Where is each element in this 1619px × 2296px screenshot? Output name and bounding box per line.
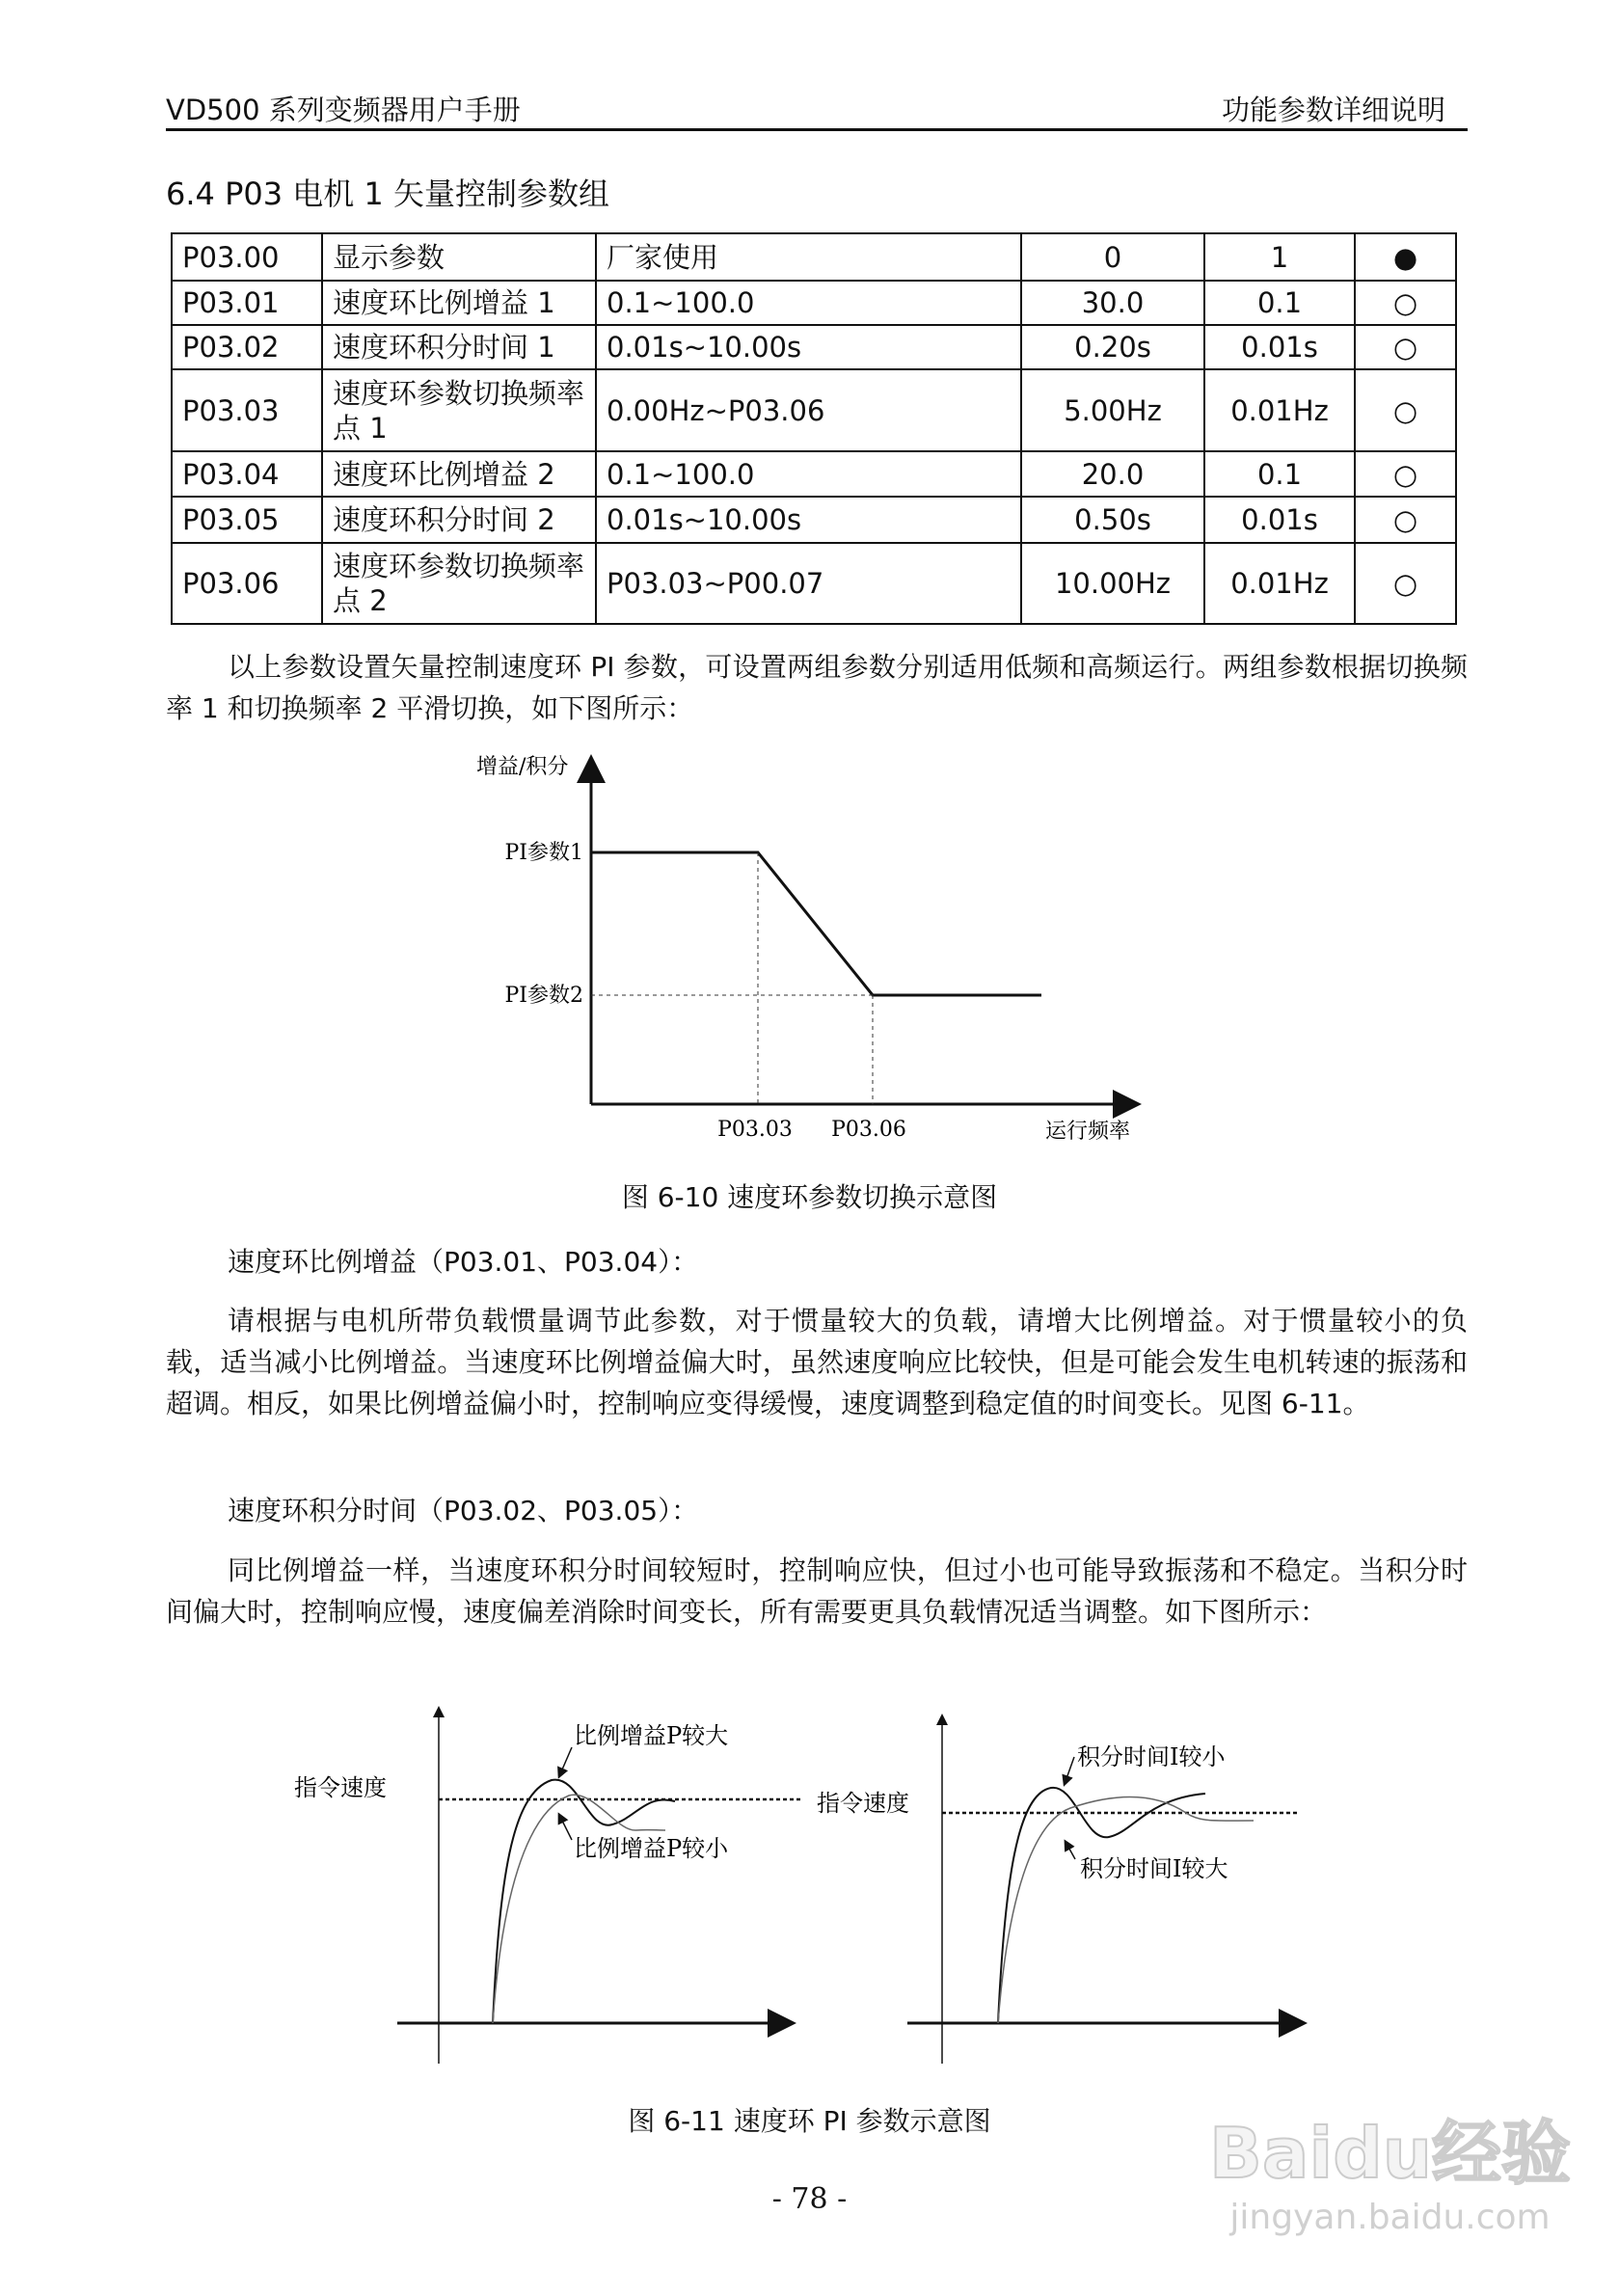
curve-i-large	[998, 1797, 1254, 2023]
cell-range: P03.03~P00.07	[596, 543, 1021, 624]
parameter-table	[171, 232, 1457, 625]
intro-paragraph: 以上参数设置矢量控制速度环 PI 参数，可设置两组参数分别适用低频和高频运行。两组参数根据切换频率 1 和切换频率 2 平滑切换，如下图所示：	[166, 651, 1468, 724]
table-row	[172, 497, 1456, 543]
cell-default: 30.0	[1021, 281, 1204, 325]
baidu-watermark	[1209, 2097, 1571, 2237]
p-large-label: 比例增益P较大	[574, 1722, 729, 1749]
pi2-label: PI参数2	[504, 984, 583, 1008]
cell-name: 速度环参数切换频率点 2	[322, 543, 596, 624]
header-left: VD500 系列变频器用户手册	[166, 94, 521, 126]
table-row	[172, 233, 1456, 281]
cell-range: 0.1~100.0	[596, 451, 1021, 497]
cell-default: 0	[1021, 233, 1204, 281]
cell-code: P03.03	[172, 369, 322, 451]
cell-attr: ○	[1355, 451, 1456, 497]
cell-unit: 0.1	[1204, 451, 1355, 497]
page-number: - 78 -	[771, 2182, 848, 2216]
pi1-label: PI参数1	[504, 841, 583, 865]
cell-unit: 1	[1204, 233, 1355, 281]
cell-unit: 0.1	[1204, 281, 1355, 325]
figure-6-11-caption: 图 6-11 速度环 PI 参数示意图	[628, 2105, 991, 2137]
cell-attr: ○	[1355, 497, 1456, 543]
x-axis-label: 运行频率	[1044, 1120, 1131, 1144]
cell-code: P03.01	[172, 281, 322, 325]
curve-i-small	[998, 1788, 1205, 2023]
cell-name: 速度环积分时间 1	[322, 325, 596, 369]
cell-code: P03.04	[172, 451, 322, 497]
kp-title: 速度环比例增益（P03.01、P03.04）：	[228, 1246, 699, 1278]
cell-unit: 0.01Hz	[1204, 369, 1355, 451]
cell-unit: 0.01Hz	[1204, 543, 1355, 624]
x-tick-p0306: P03.06	[831, 1118, 906, 1142]
figure-6-10-caption: 图 6-10 速度环参数切换示意图	[621, 1181, 998, 1213]
pi-curve	[591, 852, 1041, 995]
table-row	[172, 281, 1456, 325]
cell-attr: ○	[1355, 325, 1456, 369]
cell-range: 0.1~100.0	[596, 281, 1021, 325]
cell-code: P03.06	[172, 543, 322, 624]
curve-p-large	[493, 1780, 675, 2023]
cell-range: 厂家使用	[596, 233, 1021, 281]
header-right: 功能参数详细说明	[1221, 94, 1445, 126]
y-axis-label: 增益/积分	[476, 755, 569, 779]
cell-unit: 0.01s	[1204, 325, 1355, 369]
cell-range: 0.01s~10.00s	[596, 497, 1021, 543]
cell-name: 速度环比例增益 1	[322, 281, 596, 325]
watermark-logo: Baidu经验	[1209, 2113, 1571, 2194]
cell-attr: ○	[1355, 281, 1456, 325]
cell-range: 0.00Hz~P03.06	[596, 369, 1021, 451]
cell-range: 0.01s~10.00s	[596, 325, 1021, 369]
i-large-label: 积分时间I较大	[1080, 1855, 1228, 1882]
command-speed-label-right: 指令速度	[817, 1790, 909, 1817]
i-small-label: 积分时间I较小	[1077, 1743, 1226, 1770]
cell-attr: ○	[1355, 543, 1456, 624]
x-tick-p0303: P03.03	[717, 1118, 793, 1142]
cell-code: P03.02	[172, 325, 322, 369]
ki-paragraph: 同比例增益一样，当速度环积分时间较短时，控制响应快，但过小也可能导致振荡和不稳定。当积分时间偏大时，控制响应慢，速度偏差消除时间变长，所有需要更具负载情况适当调整。如下图所示：	[166, 1554, 1468, 1628]
table-row	[172, 325, 1456, 369]
cell-code: P03.00	[172, 233, 322, 281]
command-speed-label-left: 指令速度	[294, 1774, 387, 1801]
cell-attr: ●	[1355, 233, 1456, 281]
cell-default: 5.00Hz	[1021, 369, 1204, 451]
cell-name: 速度环参数切换频率点 1	[322, 369, 596, 451]
cell-name: 显示参数	[322, 233, 596, 281]
table-row	[172, 451, 1456, 497]
cell-default: 20.0	[1021, 451, 1204, 497]
figure-6-11	[0, 1688, 1619, 2073]
header-rule	[166, 128, 1468, 131]
kp-paragraph: 请根据与电机所带负载惯量调节此参数，对于惯量较大的负载，请增大比例增益。对于惯量较小的负载，适当减小比例增益。当速度环比例增益偏大时，虽然速度响应比较快，但是可能会发生电机转速的振荡和超调。相反，如果比例增益偏小时，控制响应变得缓慢，速度调整到稳定值的时间变长。见图 6-11。	[166, 1305, 1468, 1419]
cell-default: 0.20s	[1021, 325, 1204, 369]
cell-name: 速度环积分时间 2	[322, 497, 596, 543]
cell-code: P03.05	[172, 497, 322, 543]
watermark-url: jingyan.baidu.com	[1229, 2198, 1551, 2237]
table-row	[172, 369, 1456, 451]
cell-default: 10.00Hz	[1021, 543, 1204, 624]
section-title: 6.4 P03 电机 1 矢量控制参数组	[166, 176, 609, 212]
curve-p-small	[493, 1795, 665, 2023]
ki-title: 速度环积分时间（P03.02、P03.05）：	[228, 1495, 699, 1526]
cell-attr: ○	[1355, 369, 1456, 451]
cell-name: 速度环比例增益 2	[322, 451, 596, 497]
cell-unit: 0.01s	[1204, 497, 1355, 543]
figure-6-10	[0, 733, 1619, 1167]
p-small-label: 比例增益P较小	[574, 1835, 729, 1862]
cell-default: 0.50s	[1021, 497, 1204, 543]
table-row	[172, 543, 1456, 624]
